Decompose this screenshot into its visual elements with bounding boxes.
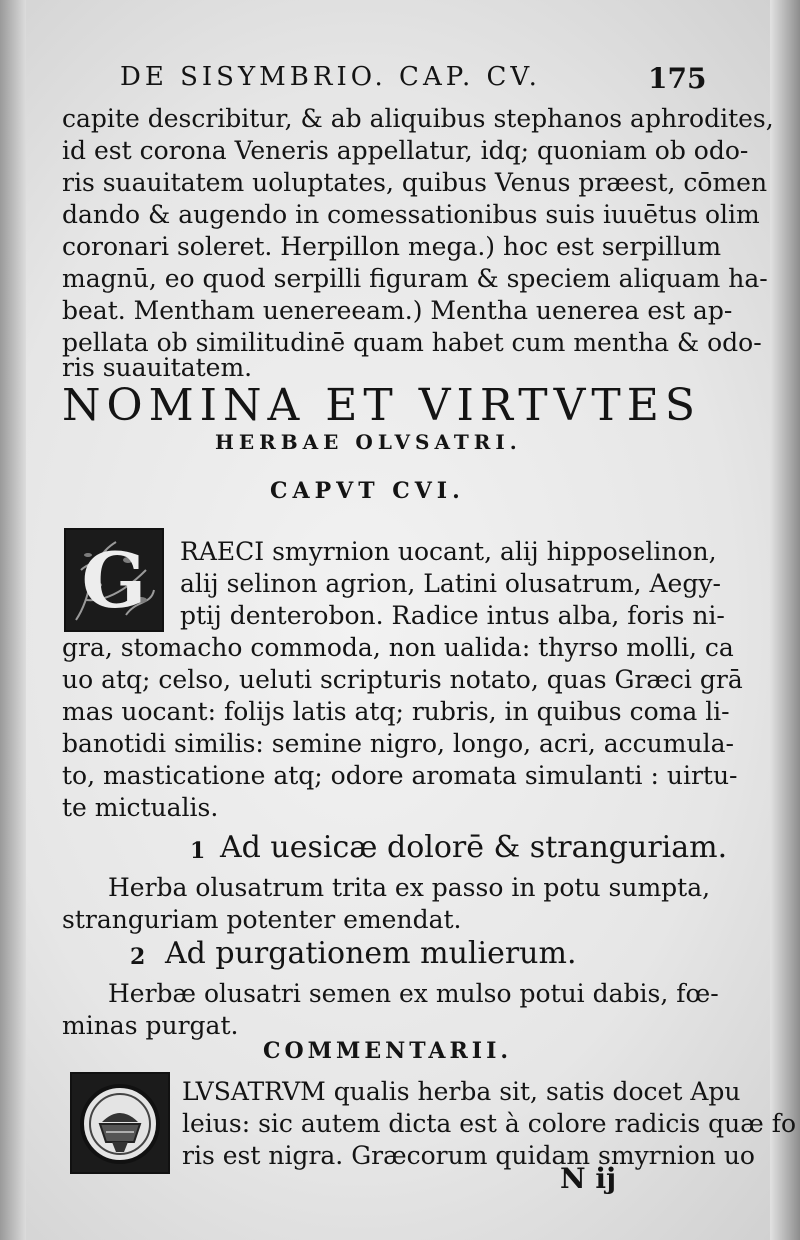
text-line: uo atq; celso, ueluti scripturis notato, quas Græci grā: [62, 665, 743, 694]
decorated-initial-o: [70, 1072, 170, 1174]
text-line: ris suauitatem.: [62, 353, 253, 382]
section-title: NOMINA ET VIRTVTES: [62, 380, 701, 431]
chapter-heading: CAPVT CVI.: [270, 478, 465, 504]
text-line: LVSATRVM qualis herba sit, satis docet Apu: [182, 1077, 741, 1106]
text-line: ris est nigra. Græcorum quidam smyrnion uo: [182, 1141, 755, 1170]
vase-ornament-icon: [72, 1074, 168, 1172]
text-line: Herba olusatrum trita ex passo in potu sumpta,: [108, 873, 711, 902]
page-number: 175: [648, 62, 707, 95]
text-line: id est corona Veneris appellatur, idq; quoniam ob odo-: [62, 136, 749, 165]
text-line: magnū, eo quod serpilli figuram & speciem aliquam ha-: [62, 264, 768, 293]
section-subtitle: HERBAE OLVSATRI.: [215, 430, 522, 454]
text-line: banotidi similis: semine nigro, longo, acri, accumula-: [62, 729, 734, 758]
page-gutter-shadow: [0, 0, 26, 1240]
running-head: DE SISYMBRIO. CAP. CV.: [120, 62, 541, 92]
text-line: to, masticatione atq; odore aromata simulanti : uirtu-: [62, 761, 738, 790]
text-line: dando & augendo in comessationibus suis iuuētus olim: [62, 200, 760, 229]
initial-letter: G: [81, 535, 147, 625]
text-line: pellata ob similitudinē quam habet cum mentha & odo-: [62, 328, 762, 357]
text-line: coronari soleret. Herpillon mega.) hoc est serpillum: [62, 232, 722, 261]
text-line: minas purgat.: [62, 1011, 239, 1040]
text-line: capite describitur, & ab aliquibus stephanos aphrodites,: [62, 104, 774, 133]
text-line: ris suauitatem uoluptates, quibus Venus præest, cōmen: [62, 168, 768, 197]
page-edge-shadow: [770, 0, 800, 1240]
text-line: Herbæ olusatri semen ex mulso potui dabis, fœ-: [108, 979, 719, 1008]
text-line: stranguriam potenter emendat.: [62, 905, 462, 934]
text-line: leius: sic autem dicta est à colore radicis quæ fo: [182, 1109, 797, 1138]
remedy-heading: Ad uesicæ dolorē & stranguriam.: [220, 830, 728, 865]
decorated-initial-g: [64, 528, 164, 632]
text-line: beat. Mentham uenereeam.) Mentha uenerea est ap-: [62, 296, 733, 325]
commentary-heading: COMMENTARII.: [263, 1038, 513, 1064]
text-line: te mictualis.: [62, 793, 219, 822]
text-line: ptij denterobon. Radice intus alba, foris ni-: [180, 601, 725, 630]
signature-mark: N ij: [560, 1162, 617, 1195]
text-line: gra, stomacho commoda, non ualida: thyrso molli, ca: [62, 633, 734, 662]
remedy-heading: Ad purgationem mulierum.: [165, 936, 577, 971]
text-line: RAECI smyrnion uocant, alij hipposelinon,: [180, 537, 717, 566]
remedy-number: 1: [190, 838, 206, 864]
text-line: mas uocant: folijs latis atq; rubris, in quibus coma li-: [62, 697, 730, 726]
remedy-number: 2: [130, 944, 146, 970]
text-line: alij selinon agrion, Latini olusatrum, Aegy-: [180, 569, 721, 598]
